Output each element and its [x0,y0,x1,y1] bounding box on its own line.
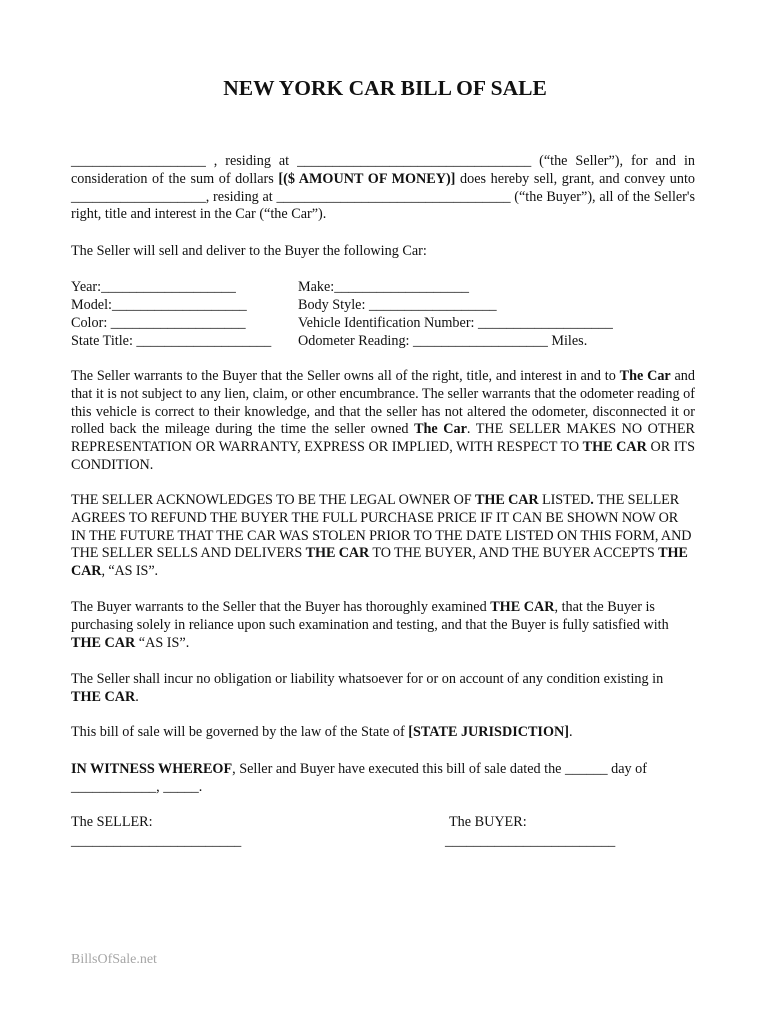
no-obligation-paragraph: The Seller shall incur no obligation or liability whatsoever for or on account of any condition existing in THE CAR. [71,671,664,705]
footer-brand: BillsOfSale.net [71,952,157,967]
vehicle-fields [71,279,695,351]
document-title: NEW YORK CAR BILL OF SALE [223,76,547,100]
state-title-field[interactable]: State Title: ___________________ [71,333,272,349]
color-field[interactable]: Color: ___________________ [71,315,246,331]
model-field[interactable]: Model:___________________ [71,297,247,313]
buyer-address-blank[interactable]: _________________________________ [276,188,511,205]
year-field[interactable]: Year:___________________ [71,279,236,295]
odometer-field[interactable]: Odometer Reading: ___________________ Miles. [298,333,588,349]
buyer-name-blank[interactable]: ___________________ [71,188,206,205]
seller-signature-label: The SELLER: [71,814,153,830]
buyer-signature-label: The BUYER: [449,814,527,830]
body-style-field[interactable]: Body Style: __________________ [298,297,497,313]
ownership-acknowledgement-paragraph: THE SELLER ACKNOWLEDGES TO BE THE LEGAL OWNER OF THE CAR LISTED. THE SELLER AGREES TO REFUND THE BUYER THE FULL PURCHASE PRICE IF IT CAN BE SHOWN NOW OR IN THE FUTURE THAT THE CAR WAS STOLEN PRIOR TO THE DATE LISTED ON THIS FORM, AND THE SELLER SELLS AND DELIVERS THE CAR TO THE BUYER, AND THE BUYER ACCEPTS THE CAR, “AS IS”. [71,492,692,580]
intro-paragraph: ___________________ , residing at _________________________________ (“the Seller”), for and in consideration of the sum of dollars [($ AMOUNT OF MONEY)] does hereby sell, grant, and convey unto ___________________, residing at _________________________________ (“the Buyer”), all of the Seller's right, title and interest in the Car (“the Car”). [71,153,696,223]
governing-law-paragraph: This bill of sale will be governed by the law of the State of [STATE JURISDICTION]. [71,724,573,740]
witness-paragraph: IN WITNESS WHEREOF, Seller and Buyer have executed this bill of sale dated the ______ day of ____________, _____. [71,761,647,795]
make-field[interactable]: Make:___________________ [298,279,470,295]
vin-field[interactable]: Vehicle Identification Number: ___________________ [298,315,613,331]
seller-signature-line[interactable]: ________________________ [71,833,242,849]
seller-warranty-paragraph: The Seller warrants to the Buyer that the Seller owns all of the right, title, and interest in and to The Car and that it is not subject to any lien, claim, or other encumbrance. The seller warrants that the odometer reading of this vehicle is correct to their knowledge, and that the seller has not altered the odometer, disconnected it or rolled back the mileage during the time the seller owned The Car. THE SELLER MAKES NO OTHER REPRESENTATION OR WARRANTY, EXPRESS OR IMPLIED, WITH RESPECT TO THE CAR OR ITS CONDITION. [71,368,695,473]
amount-placeholder: [($ AMOUNT OF MONEY)] [278,170,456,187]
buyer-warranty-paragraph: The Buyer warrants to the Seller that the Buyer has thoroughly examined THE CAR, that the Buyer is purchasing solely in reliance upon such examination and testing, and that the Buyer is fully satisfied with THE CAR “AS IS”. [71,599,669,651]
seller-name-blank[interactable]: ___________________ [71,153,206,169]
buyer-signature-line[interactable]: ________________________ [445,833,616,849]
state-jurisdiction-placeholder: [STATE JURISDICTION] [408,724,569,740]
seller-address-blank[interactable]: _________________________________ [297,153,532,169]
deliver-sentence: The Seller will sell and deliver to the Buyer the following Car: [71,243,427,259]
